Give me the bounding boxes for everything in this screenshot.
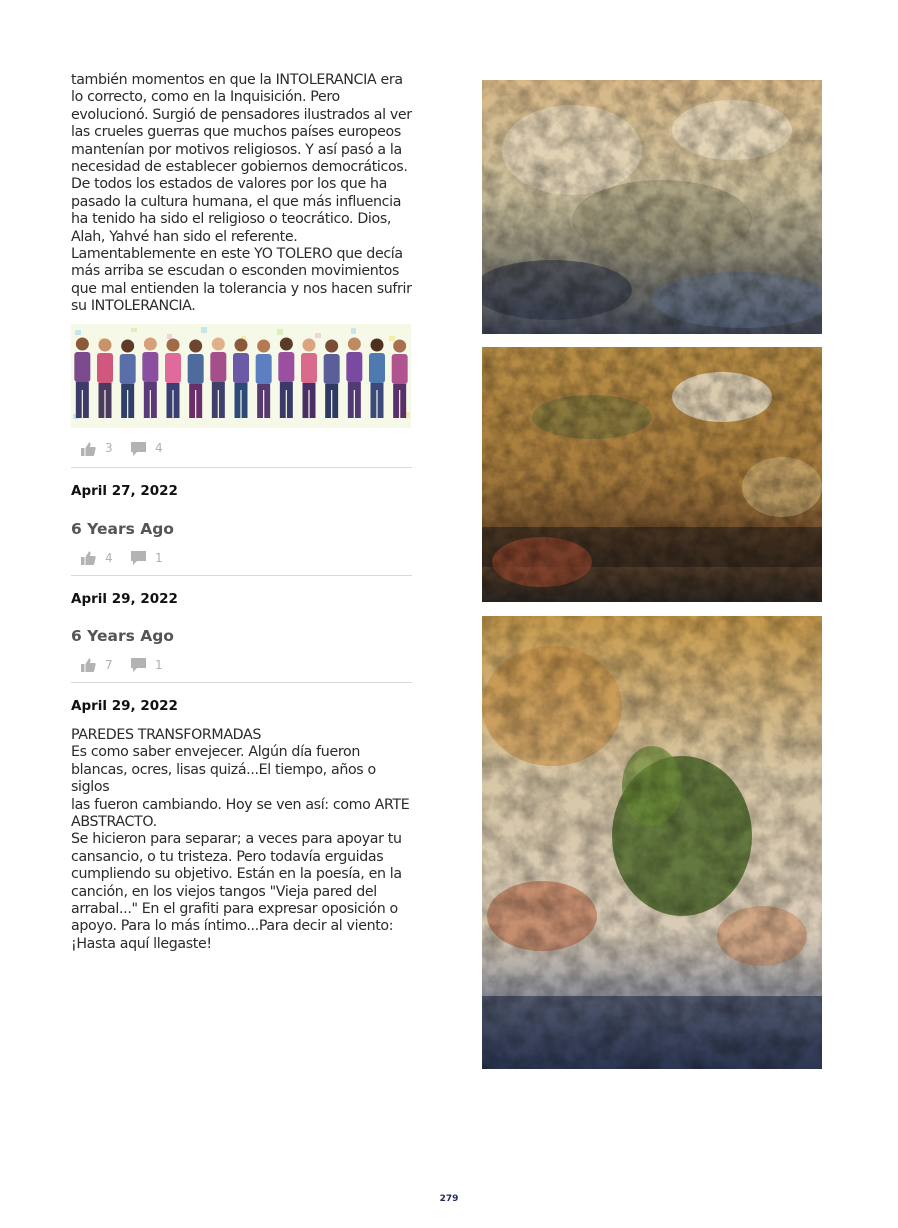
text-line: arrabal..." En el grafiti para expresar oposición o [71, 901, 398, 918]
person-body [278, 352, 294, 382]
person-body [142, 352, 158, 382]
comment-count: 1 [155, 658, 163, 672]
entry-date: April 29, 2022 [71, 698, 178, 714]
text-line: cansancio, o tu tristeza. Pero todavía erguidas [71, 848, 384, 865]
person-body [120, 354, 136, 384]
text-line: Alah, Yahvé han sido el referente. [71, 228, 298, 245]
person-head [76, 337, 89, 350]
like-count: 7 [105, 658, 113, 672]
person-body [324, 354, 340, 384]
text-line: su INTOLERANCIA. [71, 298, 196, 315]
speech-bubble-icon[interactable] [131, 658, 146, 672]
divider [71, 467, 412, 468]
person-head [167, 338, 180, 351]
person-body [392, 354, 408, 384]
text-line: ha tenido ha sido el religioso o teocrático. Dios, [71, 211, 392, 228]
person-body [346, 352, 362, 382]
like-count: 4 [105, 551, 113, 565]
comment-count: 4 [155, 440, 163, 455]
person-leg-gap [354, 390, 355, 418]
thumbs-up-icon[interactable] [81, 658, 96, 672]
person-head [189, 339, 202, 352]
text-line: Es como saber envejecer. Algún día fueron [71, 744, 360, 761]
entry-2-reactions [71, 551, 271, 571]
text-line: las fueron cambiando. Hoy se ven así: como ARTE [71, 796, 410, 813]
person-leg-gap [308, 390, 309, 418]
person-leg-gap [104, 390, 105, 418]
thumbs-up-icon[interactable] [81, 551, 96, 565]
person-leg-gap [263, 390, 264, 418]
person-leg-gap [286, 390, 287, 418]
text-line: ¡Hasta aquí llegaste! [71, 935, 212, 952]
person-leg-gap [195, 390, 196, 418]
person-leg-gap [218, 390, 219, 418]
text-line: cumpliendo su objetivo. Están en la poesía, en la [71, 866, 402, 883]
person-body [165, 353, 181, 383]
person-leg-gap [331, 390, 332, 418]
person-head [393, 339, 406, 352]
person-leg-gap [399, 390, 400, 418]
post-title: PAREDES TRANSFORMADAS [71, 727, 262, 743]
person-body [97, 353, 113, 383]
post-4 [71, 727, 416, 953]
person-body [369, 353, 385, 383]
post-1-reactions [71, 438, 413, 462]
entry-time-ago: 6 Years Ago [71, 627, 174, 645]
person-head [348, 337, 361, 350]
text-line: lo correcto, como en la Inquisición. Pero [71, 89, 340, 106]
text-line: que mal entienden la tolerancia y nos hacen sufrir [71, 280, 412, 297]
wall-photo-3 [482, 616, 822, 1069]
like-count: 3 [105, 440, 113, 455]
person-head [144, 337, 157, 350]
person-head [257, 339, 270, 352]
entry-date: April 29, 2022 [71, 591, 178, 607]
post-4-text [71, 727, 416, 953]
person-head [235, 338, 248, 351]
divider [71, 575, 412, 576]
text-line: evolucionó. Surgió de pensadores ilustrados al ver [71, 106, 412, 123]
text-line: blancas, ocres, lisas quizá...El tiempo, años o siglos [71, 761, 376, 796]
wall-photo-2 [482, 347, 822, 602]
person-body [188, 354, 204, 384]
page-number: 279 [439, 1194, 459, 1204]
speech-bubble-icon[interactable] [131, 551, 146, 565]
person-leg-gap [172, 390, 173, 418]
person-head [99, 338, 112, 351]
person-head [212, 337, 225, 350]
text-line: canción, en los viejos tangos "Vieja pared del [71, 883, 377, 900]
text-line: De todos los estados de valores por los que ha [71, 176, 387, 193]
person-head [280, 337, 293, 350]
divider [71, 682, 412, 683]
text-line: necesidad de establecer gobiernos democráticos. [71, 159, 408, 176]
person-body [256, 354, 272, 384]
person-body [301, 353, 317, 383]
person-leg-gap [150, 390, 151, 418]
text-line: más arriba se escudan o esconden movimientos [71, 263, 399, 280]
person-head [303, 338, 316, 351]
text-line: pasado la cultura humana, el que más influencia [71, 193, 402, 210]
text-line: Lamentablemente en este YO TOLERO que decía [71, 246, 403, 263]
person-head [371, 338, 384, 351]
thumbs-up-icon[interactable] [81, 442, 96, 456]
text-line: Se hicieron para separar; a veces para apoyar tu [71, 831, 402, 848]
person-leg-gap [376, 390, 377, 418]
text-line: las crueles guerras que muchos países europeos [71, 124, 401, 141]
comment-count: 1 [155, 551, 163, 565]
person-leg-gap [127, 390, 128, 418]
wall-photo-1 [482, 80, 822, 334]
person-body [210, 352, 226, 382]
entry-3-reactions [71, 658, 271, 678]
text-line: también momentos en que la INTOLERANCIA era [71, 72, 403, 88]
person-body [74, 352, 90, 382]
people-illustration [71, 324, 411, 428]
speech-bubble-icon[interactable] [131, 442, 146, 456]
text-line: mantenían por motivos religiosos. Y así pasó a la [71, 141, 402, 158]
text-line: apoyo. Para lo más íntimo...Para decir al viento: [71, 918, 394, 935]
person-body [233, 353, 249, 383]
person-head [121, 339, 134, 352]
post-1 [71, 72, 413, 462]
person-leg-gap [240, 390, 241, 418]
post-1-text [71, 72, 413, 316]
text-line: ABSTRACTO. [71, 814, 157, 831]
person-head [325, 339, 338, 352]
entry-time-ago: 6 Years Ago [71, 520, 174, 538]
entry-date: April 27, 2022 [71, 483, 178, 499]
person-leg-gap [82, 390, 83, 418]
